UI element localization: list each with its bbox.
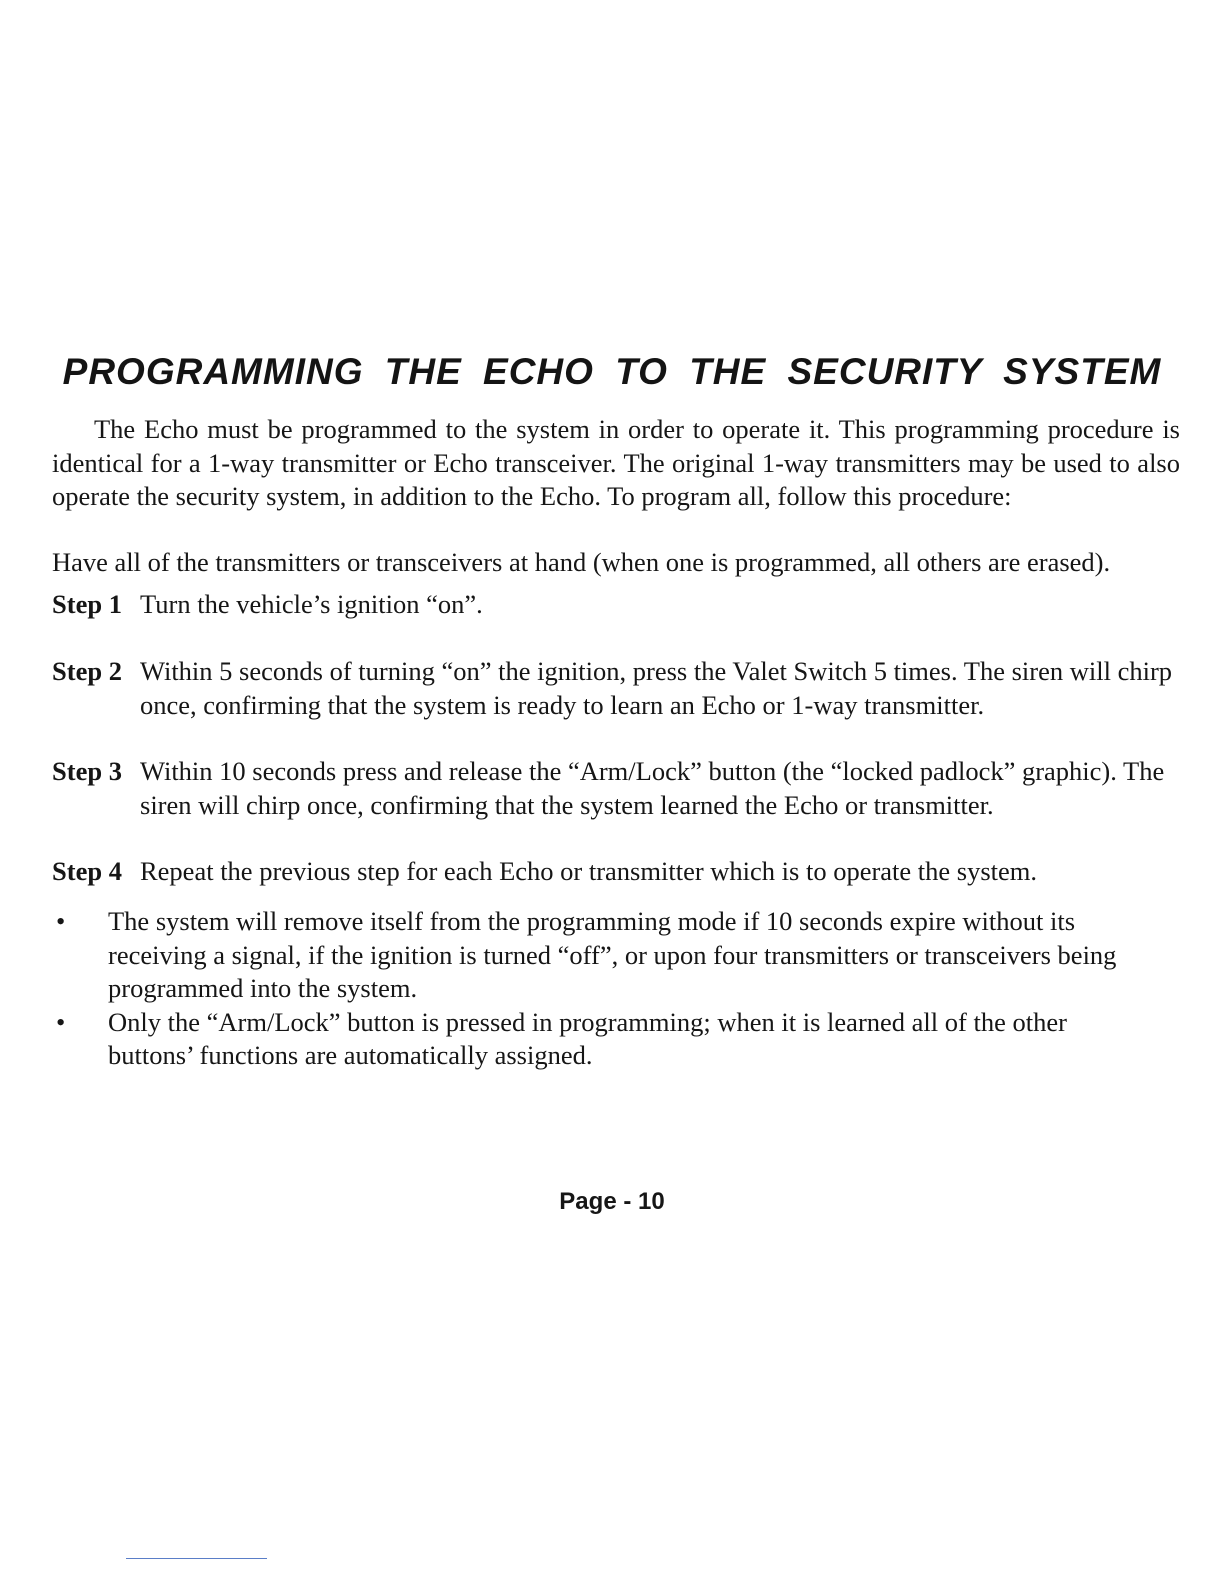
step-3 — [52, 755, 1180, 822]
bullet-icon: • — [56, 1006, 66, 1037]
note-item-2 — [52, 1006, 1152, 1073]
note-item-1-text: The system will remove itself from the programming mode if 10 seconds expire without its receiving a signal, if the ignition is turned “off”, or upon four transmitters or transceivers being programmed into the system. — [108, 906, 1117, 1003]
page-number: Page - 10 — [559, 1188, 665, 1215]
preparation-note: Have all of the transmitters or transceivers at hand (when one is programmed, all others are erased). — [52, 547, 1111, 577]
intro-paragraph: The Echo must be programmed to the system in order to operate it. This programming procedure is identical for a 1-way transmitter or Echo transceiver. The original 1-way transmitters may be used to also operate the security system, in addition to the Echo. To program all, follow this procedure: — [52, 414, 1180, 511]
step-3-text: Within 10 seconds press and release the “Arm/Lock” button (the “locked padlock” graphic). The siren will chirp once, confirming that the system learned the Echo or transmitter. — [140, 756, 1165, 820]
note-item-1 — [52, 905, 1152, 1006]
notes-list — [52, 905, 1152, 1073]
note-item-2-text: Only the “Arm/Lock” button is pressed in programming; when it is learned all of the other buttons’ functions are automatically assigned. — [108, 1006, 1067, 1070]
step-2 — [52, 655, 1180, 722]
step-3-label: Step 3 — [52, 756, 122, 786]
step-1-label: Step 1 — [52, 589, 122, 619]
step-1-text: Turn the vehicle’s ignition “on”. — [140, 589, 483, 619]
footnote-divider — [126, 1558, 267, 1559]
step-2-label: Step 2 — [52, 656, 122, 686]
bullet-icon: • — [56, 906, 66, 936]
step-4-label: Step 4 — [52, 856, 122, 886]
step-1 — [52, 588, 1180, 622]
step-2-text: Within 5 seconds of turning “on” the ignition, press the Valet Switch 5 times. The siren will chirp once, confirming that the system is ready to learn an Echo or 1-way transmitter. — [140, 656, 1173, 720]
step-4 — [52, 855, 1180, 889]
page-title: PROGRAMMING THE ECHO TO THE SECURITY SYSTEM — [62, 351, 1162, 392]
step-4-text: Repeat the previous step for each Echo or transmitter which is to operate the system. — [140, 856, 1038, 886]
